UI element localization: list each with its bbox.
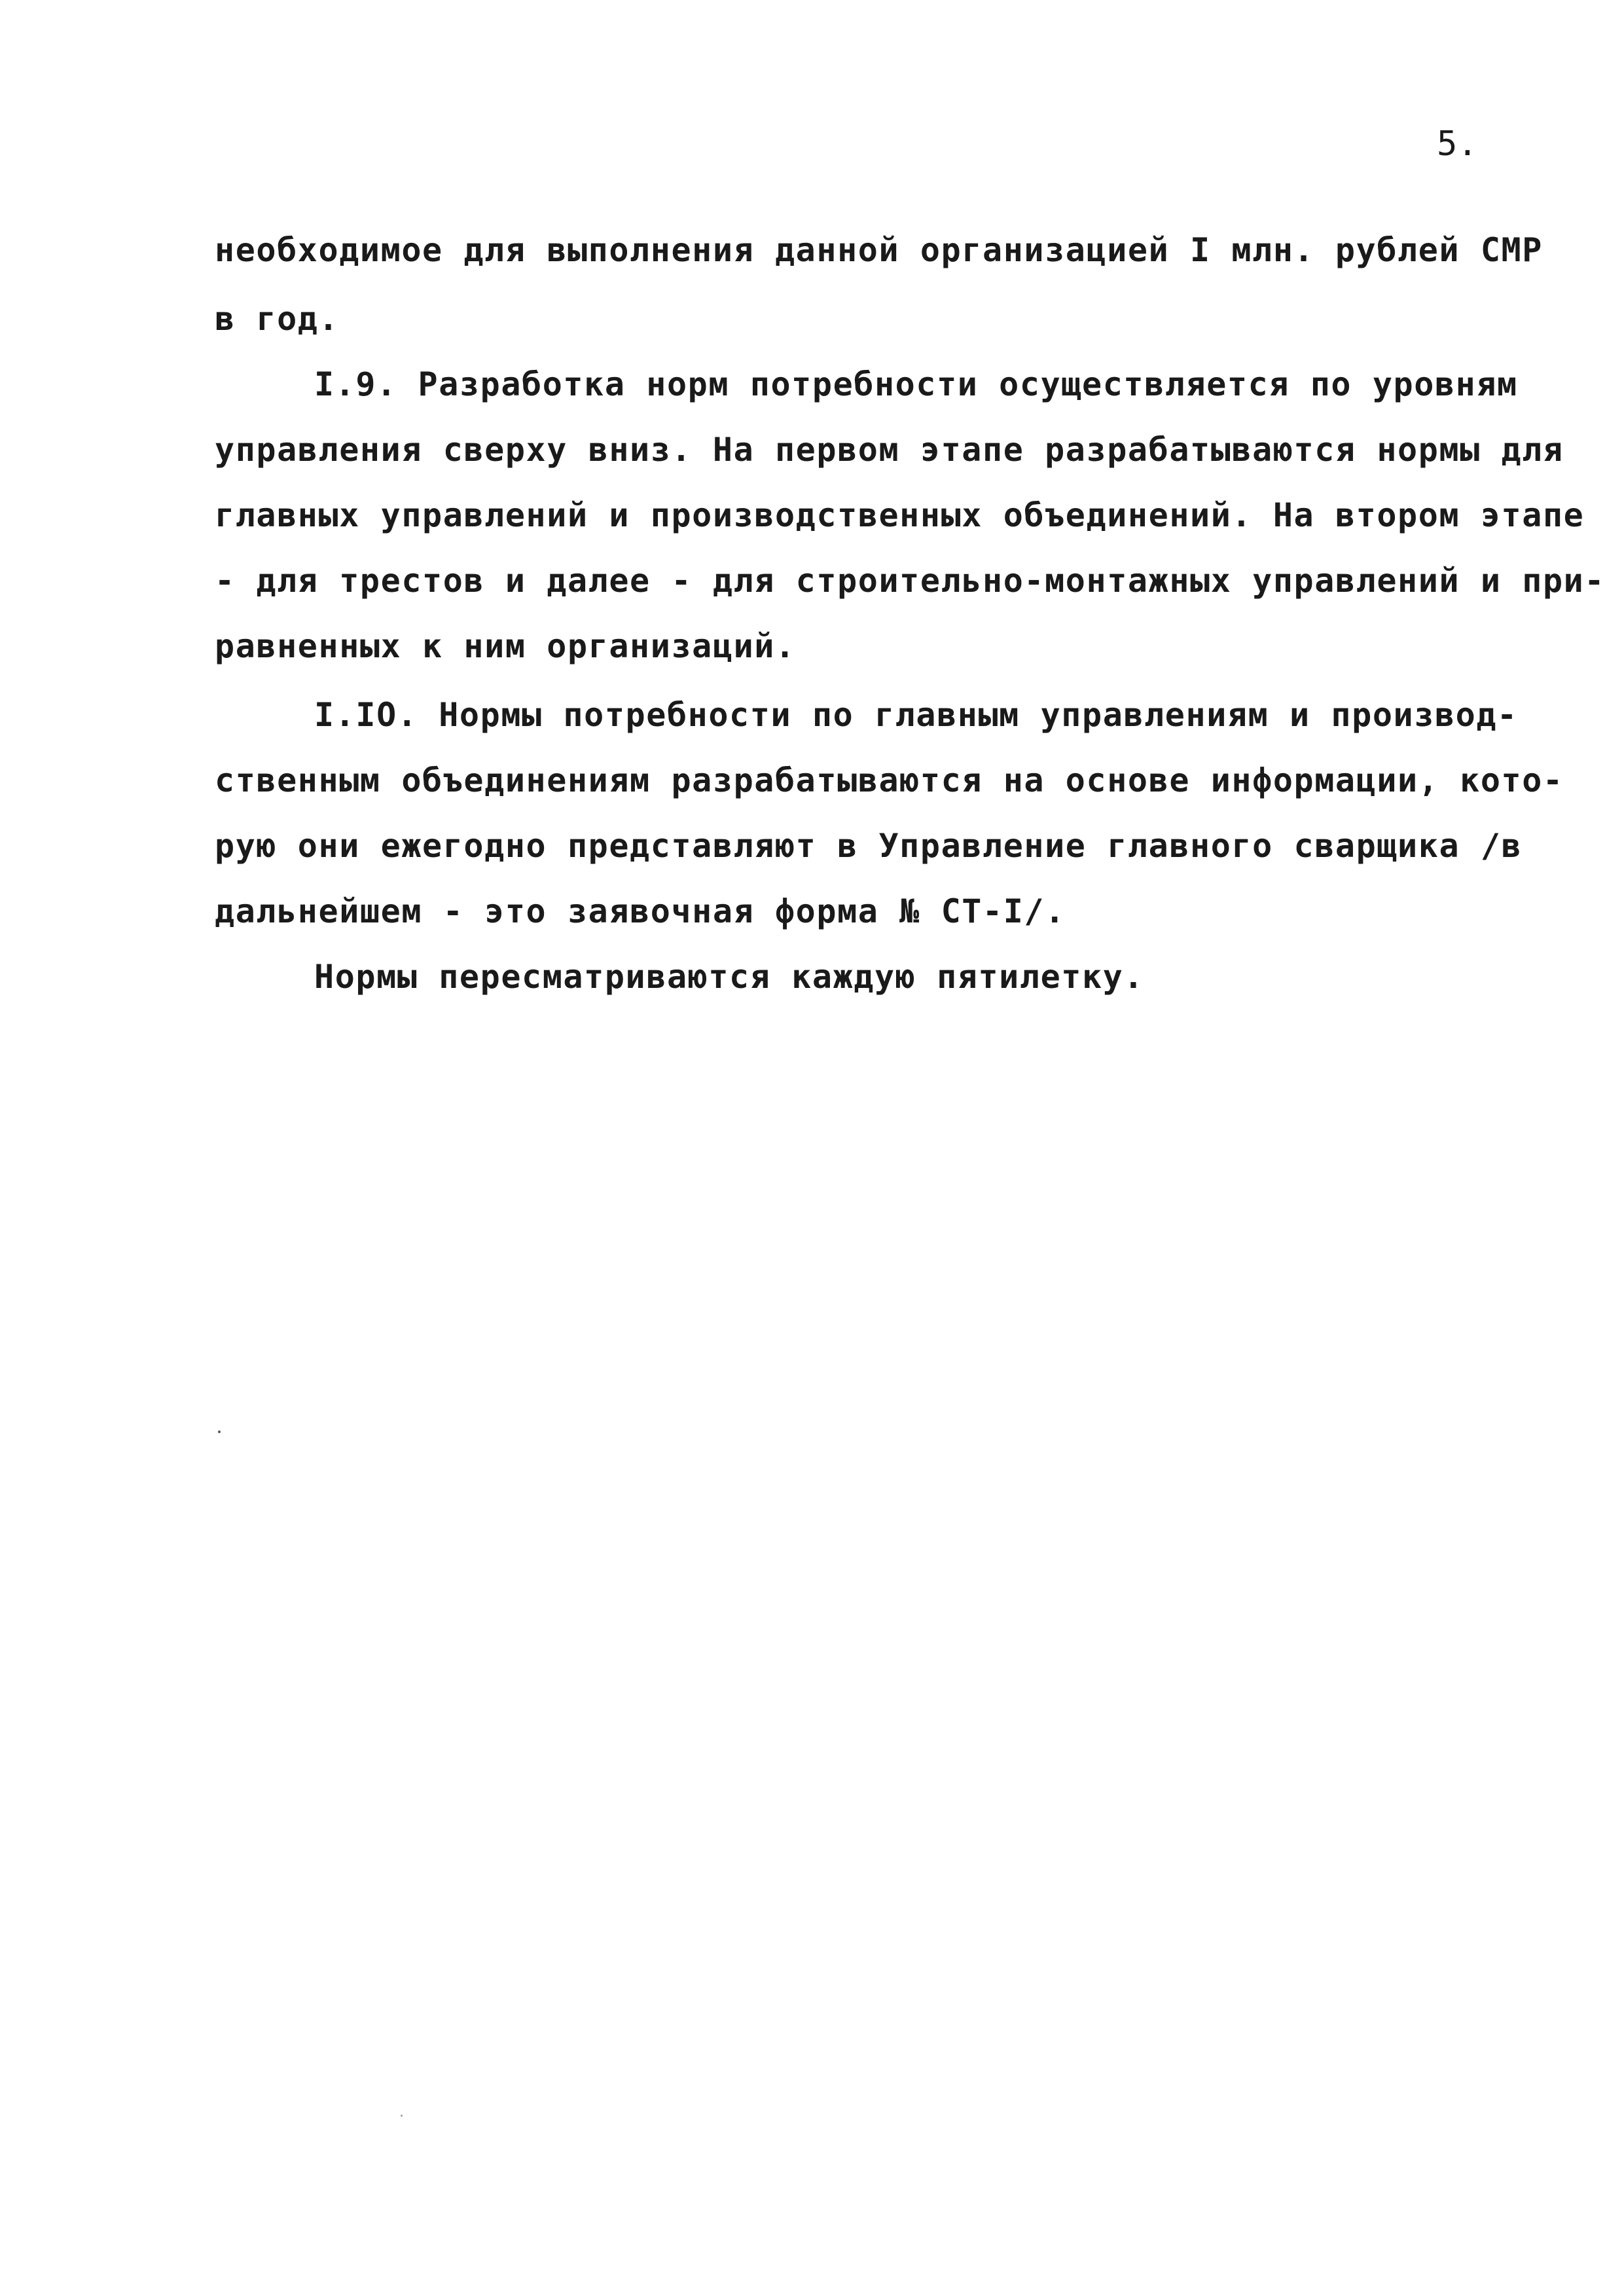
text-line: главных управлений и производственных объединений. На втором этапе (215, 496, 1585, 534)
paragraph-start-line: I.9. Разработка норм потребности осуществляется по уровням (314, 365, 1518, 403)
scan-speck (218, 1430, 221, 1433)
paragraph-start-line: I.IO. Нормы потребности по главным управлениям и производ- (314, 696, 1518, 734)
paragraph-start-line: Нормы пересматриваются каждую пятилетку. (314, 958, 1145, 996)
text-line: - для трестов и далее - для строительно-монтажных управлений и при- (215, 562, 1606, 600)
text-line: управления сверху вниз. На первом этапе разрабатываются нормы для (215, 431, 1564, 469)
scan-speck (401, 2115, 403, 2117)
text-line: дальнейшем - это заявочная форма № СТ-I/. (215, 892, 1066, 930)
text-line: равненных к ним организаций. (215, 627, 796, 665)
text-line: ственным объединениям разрабатываются на основе информации, кото- (215, 761, 1564, 799)
text-line: необходимое для выполнения данной организацией I млн. рублей СМР (215, 231, 1543, 269)
text-line: рую они ежегодно представляют в Управление главного сварщика /в (215, 827, 1523, 865)
text-line: в год. (215, 300, 340, 338)
page-number: 5. (1437, 124, 1478, 164)
